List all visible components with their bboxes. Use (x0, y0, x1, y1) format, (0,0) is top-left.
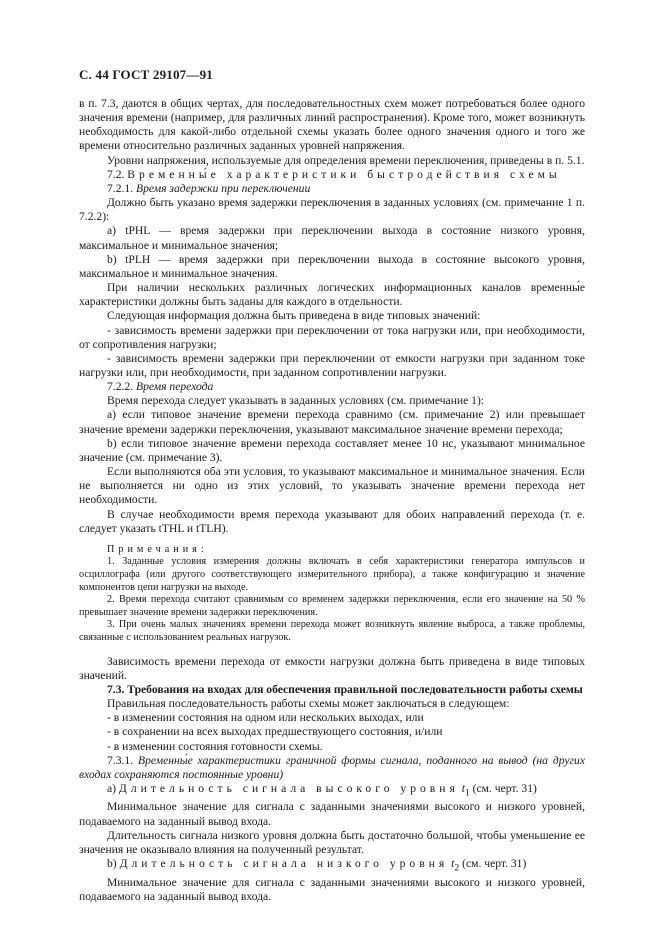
section-title: Временны́е характеристики быстродействия схемы (127, 167, 561, 181)
paragraph: Минимальное значение для сигнала с заданными значениями высокого и низкого уровней, подаваемого на заданный вывод входа. (79, 875, 585, 903)
paragraph: Уровни напряжения, используемые для определения времени переключения, приведены в п. 5.1. (107, 153, 585, 167)
item-title: Длительность сигнала высокого уровня (118, 782, 459, 795)
list-item: - в изменении состояния на одном или нескольких выходах, или (107, 711, 424, 725)
note-item: 1. Заданные условия измерения должны включать в себя характеристики генератора импульсов и осциллографа (или другого соответствующего измерительного прибора), а также конфигурацию и значение компонентов цепи нагрузки на выходе. (79, 556, 585, 593)
subsection-title: Время перехода (136, 380, 214, 394)
subsection-number: 7.3.1. (107, 753, 134, 767)
list-item: - зависимость времени задержки при переключении от емкости нагрузки при заданном токе нагрузки или, при необходимости, при заданном сопротивлении нагрузки. (79, 351, 585, 379)
page-header: С. 44 ГОСТ 29107—91 (79, 67, 213, 82)
subsection-heading-7-2-2 (79, 380, 585, 394)
list-item: b) если типовое значение времени перехода составляет менее 10 нс, указывают минимальное значение (см. примечание 3). (79, 436, 585, 464)
notes-block (79, 544, 585, 645)
item-letter: b) (107, 857, 117, 871)
subsection-number: 7.2.1. (107, 181, 134, 195)
item-variable: t (451, 857, 455, 871)
section-heading-7-3: 7.3. Требования на входах для обеспечения правильной последовательности работы схемы (107, 682, 583, 696)
item-variable-subscript: 2 (454, 862, 460, 874)
note-item: 2. Время перехода считают сравнимым со временем задержки переключения, если его значение на 50 % превышает значение времени задержки переключения. (79, 594, 585, 618)
spacer (79, 645, 585, 655)
page-body (79, 97, 585, 904)
paragraph: Следующая информация должна быть приведена в виде типовых значений: (107, 309, 481, 323)
paragraph: Правильная последовательность работы схемы может заключаться в следующем: (107, 697, 510, 711)
list-item: - зависимость времени задержки при переключении от тока нагрузки или, при необходимости, от сопротивления нагрузки; (79, 323, 585, 351)
item-reference: (см. черт. 31) (472, 782, 537, 795)
section-heading-7-2 (79, 168, 585, 182)
item-reference: (см. черт. 31) (462, 857, 527, 871)
paragraph: В случае необходимости время перехода указывают для обоих направлений перехода (т. е. следует указать tTHL и tTLH). (79, 507, 585, 535)
list-item: а) tPHL — время задержки при переключении выхода в состояние низкого уровня, максимальное и минимальное значения; (79, 224, 585, 252)
paragraph: Если выполняются оба эти условия, то указывают максимальное и минимальное значения. Если не выполняется ни одно из этих условий, то указывать значение времени перехода нет необходимости. (79, 465, 585, 507)
item-title: Длительность сигнала низкого уровня (119, 857, 449, 871)
subsection-title: Время задержки при переключении (136, 181, 311, 195)
list-item: b) tPLH — время задержки при переключении выхода в состояние высокого уровня, максимальное и минимальное значения. (79, 252, 585, 280)
list-item: а) если типовое значение времени перехода сравнимо (см. примечание 2) или превышает значение времени задержки переключения, указывают максимальное значение времени перехода; (79, 408, 585, 436)
paragraph: в п. 7.3, даются в общих чертах, для последовательностных схем может потребоваться более одного значения времени (например, для различных линий распространения). Кроме того, может возникнуть необходимость для какой-либо отдельной схемы указать более одного значения одного и того же времени относительно различных заданных уровней напряжения. (79, 97, 585, 153)
note-item: 3. При очень малых значениях времени перехода может возникнуть явление выброса, а также проблемы, связанные с использованием реальных нагрузок. (79, 619, 585, 643)
subsection-number: 7.2.2. (107, 380, 134, 394)
notes-title: Примечания: (107, 543, 208, 555)
item-variable-subscript: 1 (464, 787, 470, 799)
paragraph: Минимальное значение для сигнала с заданными значениями высокого и низкого уровней, подаваемого на заданный вывод входа. (79, 800, 585, 828)
subsection-heading-7-3-1 (79, 754, 585, 782)
paragraph: Зависимость времени перехода от емкости нагрузки должна быть приведена в виде типовых значений. (79, 654, 585, 682)
list-item: - в изменении состояния готовности схемы. (107, 739, 323, 753)
subsection-title: Временны́е характеристики граничной формы сигнала, поданного на вывод (на других входах сохраняются постоянные уровни) (79, 753, 585, 781)
paragraph: Время перехода следует указывать в заданных условиях (см. примечание 1): (107, 394, 485, 408)
item-heading-a (79, 782, 585, 800)
subsection-heading-7-2-1 (79, 182, 585, 196)
item-letter: а) (107, 782, 117, 795)
item-variable: t (461, 782, 465, 795)
paragraph: Длительность сигнала низкого уровня должна быть достаточно большой, чтобы уменьшение ее значения не оказывало влияния на полученный результат. (79, 828, 585, 856)
spacer (79, 536, 585, 544)
paragraph: При наличии нескольких различных логических информационных каналов временны́е характеристики должны быть заданы для каждого в отдельности. (79, 281, 585, 309)
list-item: - в сохранении на всех выходах предшествующего состояния, и/или (107, 725, 443, 739)
item-heading-b (79, 857, 585, 875)
section-number: 7.2. (107, 167, 125, 181)
paragraph: Должно быть указано время задержки переключения в заданных условиях (см. примечание 1 п. 7.2.2): (79, 196, 585, 224)
